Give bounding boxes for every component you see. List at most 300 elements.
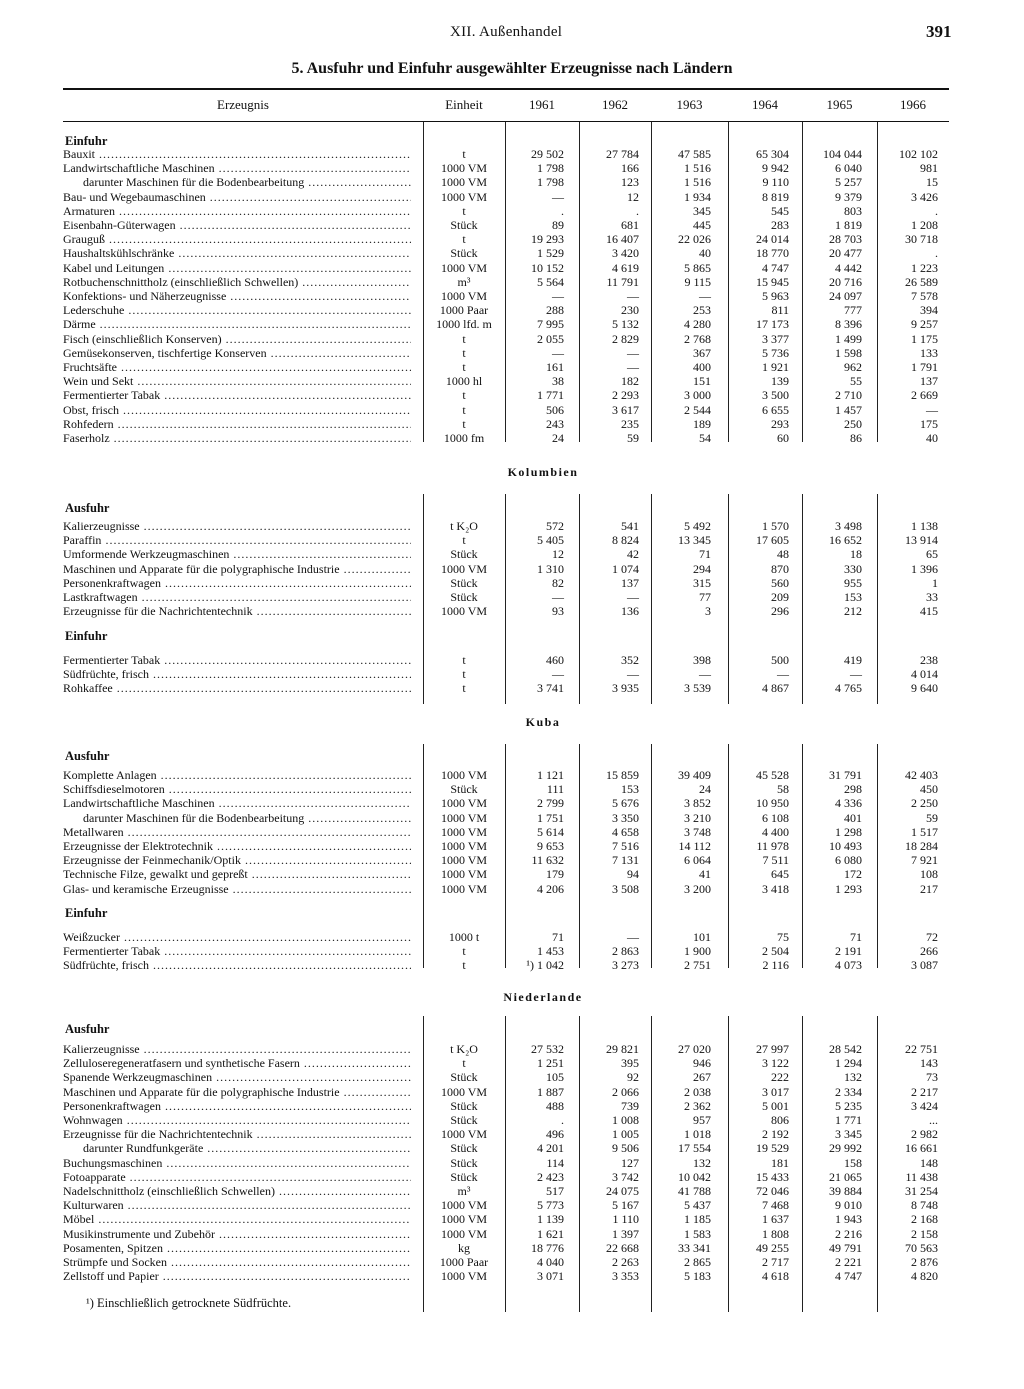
value-cell-1963: 9 115 xyxy=(684,274,711,289)
value-cell-1965: 419 xyxy=(844,653,862,667)
value-cell-1964: 3 418 xyxy=(762,881,789,896)
value-cell-1966: 266 xyxy=(920,944,938,959)
value-cell-1961: 1 621 xyxy=(537,1226,564,1241)
value-cell-1966: 2 158 xyxy=(911,1226,938,1241)
column-divider xyxy=(505,494,506,704)
value-cell-1963: 24 xyxy=(699,782,711,797)
value-cell-1965: 3 498 xyxy=(835,519,862,533)
value-cell-1963: 13 345 xyxy=(678,533,711,548)
value-cell-1963: 2 038 xyxy=(684,1084,711,1099)
table-row xyxy=(63,1156,949,1170)
unit-cell: t xyxy=(462,944,466,959)
value-cell-1961: 1 310 xyxy=(537,561,564,576)
table-row xyxy=(63,811,949,825)
product-name: Erzeugnisse für die Nachrichtentechnik ..... xyxy=(63,1127,411,1141)
table-row xyxy=(63,562,949,576)
value-cell-1963: 5 437 xyxy=(684,1198,711,1213)
table-row xyxy=(63,839,949,853)
column-divider xyxy=(423,494,424,704)
unit-cell: 1000 VM xyxy=(440,1084,488,1099)
product-name: Faserholz ..... xyxy=(63,431,411,445)
value-cell-1966: 8 748 xyxy=(911,1198,938,1213)
value-cell-1962: 8 824 xyxy=(612,533,639,548)
value-cell-1962: 94 xyxy=(627,867,639,882)
value-cell-1965: 2 191 xyxy=(835,944,862,959)
unit-cell: 1000 Paar xyxy=(439,1255,489,1269)
unit-cell: 1000 hl xyxy=(445,374,483,389)
value-cell-1963: 40 xyxy=(699,246,711,261)
unit-cell: Stück xyxy=(450,218,478,232)
value-cell-1965: 962 xyxy=(844,360,862,374)
unit-cell: m³ xyxy=(457,274,471,289)
value-cell-1964: 8 819 xyxy=(762,189,789,204)
value-cell-1966: 4 014 xyxy=(911,667,938,682)
value-cell-1965: 1 298 xyxy=(835,824,862,839)
column-header-1964: 1964 xyxy=(752,97,778,112)
value-cell-1961: 4 201 xyxy=(537,1141,564,1156)
value-cell-1964: 1 921 xyxy=(762,360,789,374)
value-cell-1966: 9 257 xyxy=(911,317,938,332)
value-cell-1964: 10 950 xyxy=(756,796,789,811)
value-cell-1964: 222 xyxy=(771,1070,789,1085)
value-cell-1964: 4 618 xyxy=(762,1269,789,1284)
column-divider xyxy=(579,494,580,704)
value-cell-1965: 29 992 xyxy=(829,1141,862,1156)
value-cell-1965: 330 xyxy=(844,561,862,576)
value-cell-1966: . xyxy=(935,203,938,218)
value-cell-1961: 4 206 xyxy=(537,881,564,896)
value-cell-1966: 1 791 xyxy=(911,360,938,374)
unit-cell: t K₂O xyxy=(450,519,478,533)
table-row xyxy=(63,533,949,547)
value-cell-1965: 1 819 xyxy=(835,218,862,232)
table-row xyxy=(63,289,949,303)
country-heading: Kolumbien xyxy=(507,465,579,479)
table-row xyxy=(63,431,949,445)
table-row xyxy=(63,519,949,533)
table-row xyxy=(63,944,949,958)
value-cell-1966: 70 563 xyxy=(905,1240,938,1255)
column-header-1963: 1963 xyxy=(676,97,703,112)
unit-cell: 1000 VM xyxy=(440,260,488,275)
value-cell-1962: 3 617 xyxy=(612,402,639,417)
value-cell-1966: 13 914 xyxy=(905,533,938,548)
value-cell-1962: 12 xyxy=(627,189,639,204)
value-cell-1965: 71 xyxy=(850,930,862,944)
value-cell-1964: 3 017 xyxy=(762,1084,789,1099)
value-cell-1962: 182 xyxy=(621,374,639,389)
column-divider xyxy=(728,494,729,704)
column-divider xyxy=(728,1016,729,1312)
value-cell-1963: 946 xyxy=(693,1056,711,1071)
value-cell-1963: 400 xyxy=(693,360,711,374)
value-cell-1965: 4 073 xyxy=(835,958,862,973)
column-header-1965: 1965 xyxy=(826,97,853,112)
product-name: Posamenten, Spitzen ..... xyxy=(63,1241,411,1255)
table-row xyxy=(63,667,949,681)
column-divider xyxy=(802,1016,803,1312)
unit-cell: 1000 VM xyxy=(440,289,488,303)
value-cell-1966: 450 xyxy=(920,782,938,797)
value-cell-1965: 21 065 xyxy=(829,1169,862,1184)
unit-cell: Stück xyxy=(450,1155,478,1170)
header-rule xyxy=(63,121,949,122)
value-cell-1965: 212 xyxy=(844,604,862,619)
product-name: Südfrüchte, frisch ..... xyxy=(63,667,411,681)
table-row xyxy=(63,388,949,402)
value-cell-1961: 19 293 xyxy=(531,232,564,247)
value-cell-1962: 230 xyxy=(621,303,639,318)
value-cell-1963: 39 409 xyxy=(678,768,711,782)
value-cell-1963: 5 865 xyxy=(684,260,711,275)
table-row xyxy=(63,360,949,374)
product-name: Bauxit ..... xyxy=(63,147,411,161)
unit-cell: kg xyxy=(458,1240,470,1255)
value-cell-1963: 14 112 xyxy=(678,839,711,853)
trade-flow-label: Ausfuhr xyxy=(65,749,110,763)
value-cell-1961: 10 152 xyxy=(531,260,564,275)
value-cell-1963: — xyxy=(699,667,711,682)
value-cell-1962: 4 619 xyxy=(612,260,639,275)
product-name: Fisch (einschließlich Konserven) ..... xyxy=(63,332,411,346)
value-cell-1964: 15 433 xyxy=(756,1169,789,1184)
value-cell-1966: 143 xyxy=(920,1056,938,1071)
value-cell-1963: 3 748 xyxy=(684,824,711,839)
table-row xyxy=(63,1127,949,1141)
value-cell-1963: 77 xyxy=(699,590,711,604)
product-name: Konfektions- und Näherzeugnisse ..... xyxy=(63,289,411,303)
value-cell-1963: 132 xyxy=(693,1155,711,1170)
unit-cell: 1000 VM xyxy=(440,867,488,882)
product-name: Wohnwagen ..... xyxy=(63,1113,411,1127)
value-cell-1965: 803 xyxy=(844,203,862,218)
unit-cell: t xyxy=(462,958,466,973)
statistics-table xyxy=(63,88,949,1312)
value-cell-1962: — xyxy=(627,667,639,682)
value-cell-1962: — xyxy=(627,289,639,303)
column-divider xyxy=(423,744,424,968)
product-name: Eisenbahn-Güterwagen ..... xyxy=(63,218,411,232)
product-name: Kulturwaren ..... xyxy=(63,1198,411,1212)
value-cell-1964: 2 192 xyxy=(762,1127,789,1142)
column-divider xyxy=(579,744,580,968)
product-name: Buchungsmaschinen ..... xyxy=(63,1156,411,1170)
column-divider xyxy=(728,122,729,442)
value-cell-1961: 93 xyxy=(552,604,564,619)
unit-cell: 1000 Paar xyxy=(439,303,489,318)
value-cell-1962: 153 xyxy=(621,782,639,797)
value-cell-1961: 243 xyxy=(546,416,564,431)
value-cell-1962: 42 xyxy=(627,547,639,562)
value-cell-1964: 2 717 xyxy=(762,1255,789,1269)
value-cell-1965: 4 336 xyxy=(835,796,862,811)
value-cell-1966: . xyxy=(935,246,938,261)
value-cell-1965: 86 xyxy=(850,431,862,445)
value-cell-1963: 367 xyxy=(693,345,711,360)
value-cell-1966: 1 223 xyxy=(911,260,938,275)
unit-cell: Stück xyxy=(450,590,478,604)
value-cell-1966: 33 xyxy=(926,590,938,604)
value-cell-1964: 806 xyxy=(771,1113,789,1127)
value-cell-1963: 71 xyxy=(699,547,711,562)
value-cell-1961: 1 887 xyxy=(537,1084,564,1099)
value-cell-1966: ... xyxy=(929,1113,938,1127)
value-cell-1966: 133 xyxy=(920,345,938,360)
table-row xyxy=(63,1099,949,1113)
table-row xyxy=(63,147,949,161)
column-divider xyxy=(802,744,803,968)
value-cell-1966: 11 438 xyxy=(905,1169,938,1184)
value-cell-1961: 71 xyxy=(552,930,564,944)
column-divider xyxy=(651,744,652,968)
value-cell-1961: 572 xyxy=(546,519,564,533)
value-cell-1961: 517 xyxy=(546,1184,564,1198)
value-cell-1962: 1 005 xyxy=(612,1127,639,1142)
value-cell-1963: 5 183 xyxy=(684,1269,711,1284)
value-cell-1962: — xyxy=(627,930,639,944)
unit-cell: Stück xyxy=(450,1169,478,1184)
value-cell-1963: 3 210 xyxy=(684,810,711,825)
product-name: Erzeugnisse der Feinmechanik/Optik ..... xyxy=(63,853,411,867)
value-cell-1961: 3 071 xyxy=(537,1269,564,1284)
product-name: Weißzucker ..... xyxy=(63,930,411,944)
value-cell-1961: — xyxy=(552,590,564,604)
product-name: darunter Maschinen für die Bodenbearbeitung ..... xyxy=(83,811,411,825)
value-cell-1961: 1 798 xyxy=(537,175,564,190)
product-name: darunter Rundfunkgeräte ..... xyxy=(83,1141,411,1155)
unit-cell: t xyxy=(462,681,466,696)
table-row xyxy=(63,1241,949,1255)
value-cell-1962: 2 293 xyxy=(612,388,639,403)
value-cell-1962: 5 676 xyxy=(612,796,639,811)
value-cell-1964: 181 xyxy=(771,1155,789,1170)
unit-cell: 1000 VM xyxy=(440,1212,488,1227)
product-name: Metallwaren ..... xyxy=(63,825,411,839)
product-name: Lederschuhe ..... xyxy=(63,303,411,317)
value-cell-1964: 139 xyxy=(771,374,789,389)
value-cell-1966: 65 xyxy=(926,547,938,562)
value-cell-1962: 395 xyxy=(621,1056,639,1071)
value-cell-1963: 398 xyxy=(693,653,711,667)
value-cell-1965: 1 293 xyxy=(835,881,862,896)
value-cell-1961: . xyxy=(561,203,564,218)
value-cell-1963: 957 xyxy=(693,1113,711,1127)
value-cell-1962: 3 935 xyxy=(612,681,639,696)
product-name: Rotbuchenschnittholz (einschließlich Schwellen) ..... xyxy=(63,275,411,289)
product-name: Erzeugnisse der Elektrotechnik ..... xyxy=(63,839,411,853)
value-cell-1961: — xyxy=(552,667,564,682)
product-name: Personenkraftwagen ..... xyxy=(63,576,411,590)
value-cell-1964: 293 xyxy=(771,416,789,431)
value-cell-1964: 4 867 xyxy=(762,681,789,696)
value-cell-1962: 1 008 xyxy=(612,1113,639,1127)
value-cell-1961: 496 xyxy=(546,1127,564,1142)
product-name: Strümpfe und Socken ..... xyxy=(63,1255,411,1269)
value-cell-1962: 2 066 xyxy=(612,1084,639,1099)
value-cell-1966: 30 718 xyxy=(905,232,938,247)
value-cell-1962: 541 xyxy=(621,519,639,533)
value-cell-1962: 3 420 xyxy=(612,246,639,261)
table-row xyxy=(63,275,949,289)
unit-cell: t xyxy=(462,533,466,548)
unit-cell: Stück xyxy=(450,547,478,562)
value-cell-1966: 72 xyxy=(926,930,938,944)
table-row xyxy=(63,246,949,260)
column-header-1961: 1961 xyxy=(529,97,555,112)
value-cell-1964: 58 xyxy=(777,782,789,797)
value-cell-1965: 20 477 xyxy=(829,246,862,261)
product-name: Fotoapparate ..... xyxy=(63,1170,411,1184)
product-name: Zelluloseregeneratfasern und synthetische Fasern ..... xyxy=(63,1056,411,1070)
value-cell-1962: 2 263 xyxy=(612,1255,639,1269)
product-name: Landwirtschaftliche Maschinen ..... xyxy=(63,796,411,810)
value-cell-1965: 5 257 xyxy=(835,175,862,190)
product-name: Musikinstrumente und Zubehör ..... xyxy=(63,1227,411,1241)
value-cell-1961: — xyxy=(552,189,564,204)
column-divider xyxy=(579,1016,580,1312)
value-cell-1965: 5 235 xyxy=(835,1098,862,1113)
value-cell-1964: 4 747 xyxy=(762,260,789,275)
value-cell-1964: 3 377 xyxy=(762,331,789,346)
value-cell-1963: 4 280 xyxy=(684,317,711,332)
value-cell-1966: 7 578 xyxy=(911,289,938,303)
value-cell-1964: 4 400 xyxy=(762,824,789,839)
value-cell-1961: — xyxy=(552,289,564,303)
value-cell-1963: 33 341 xyxy=(678,1240,711,1255)
unit-cell: 1000 VM xyxy=(440,561,488,576)
unit-cell: t xyxy=(462,667,466,682)
product-name: Grauguß ..... xyxy=(63,232,411,246)
value-cell-1966: 3 424 xyxy=(911,1098,938,1113)
value-cell-1961: 488 xyxy=(546,1098,564,1113)
unit-cell: 1000 VM xyxy=(440,796,488,811)
unit-cell: Stück xyxy=(450,1141,478,1156)
table-row xyxy=(63,1255,949,1269)
table-row xyxy=(63,681,949,695)
product-name: Paraffin ..... xyxy=(63,533,411,547)
value-cell-1966: 2 669 xyxy=(911,388,938,403)
value-cell-1962: 127 xyxy=(621,1155,639,1170)
unit-cell: 1000 VM xyxy=(440,839,488,853)
product-name: Maschinen und Apparate für die polygraphische Industrie ..... xyxy=(63,562,411,576)
value-cell-1962: 137 xyxy=(621,575,639,590)
column-divider xyxy=(802,122,803,442)
unit-cell: t xyxy=(462,147,466,161)
value-cell-1964: 9 942 xyxy=(762,161,789,176)
value-cell-1961: 82 xyxy=(552,575,564,590)
value-cell-1963: 345 xyxy=(693,203,711,218)
table-row xyxy=(63,825,949,839)
value-cell-1961: 1 798 xyxy=(537,161,564,176)
value-cell-1963: 3 539 xyxy=(684,681,711,696)
value-cell-1963: 1 018 xyxy=(684,1127,711,1142)
value-cell-1964: 60 xyxy=(777,431,789,445)
value-cell-1966: 1 208 xyxy=(911,218,938,232)
table-row xyxy=(63,1056,949,1070)
unit-cell: 1000 lfd. m xyxy=(436,317,492,332)
value-cell-1962: — xyxy=(627,590,639,604)
value-cell-1966: 102 102 xyxy=(899,147,938,161)
value-cell-1965: 49 791 xyxy=(829,1240,862,1255)
trade-flow-label: Einfuhr xyxy=(65,134,108,148)
value-cell-1961: 179 xyxy=(546,867,564,882)
value-cell-1962: 136 xyxy=(621,604,639,619)
value-cell-1966: — xyxy=(926,402,938,417)
value-cell-1965: 39 884 xyxy=(829,1184,862,1198)
unit-cell: t xyxy=(462,653,466,667)
value-cell-1963: 2 362 xyxy=(684,1098,711,1113)
value-cell-1963: 22 026 xyxy=(678,232,711,247)
value-cell-1965: 1 771 xyxy=(835,1113,862,1127)
value-cell-1965: 31 791 xyxy=(829,768,862,782)
unit-cell: 1000 VM xyxy=(440,881,488,896)
value-cell-1962: 24 075 xyxy=(606,1184,639,1198)
product-name: Zellstoff und Papier ..... xyxy=(63,1269,411,1283)
value-cell-1966: 2 217 xyxy=(911,1084,938,1099)
value-cell-1965: 9 379 xyxy=(835,189,862,204)
value-cell-1962: 7 131 xyxy=(612,853,639,868)
value-cell-1964: 9 110 xyxy=(762,175,789,190)
value-cell-1965: 3 345 xyxy=(835,1127,862,1142)
value-cell-1964: 500 xyxy=(771,653,789,667)
page-number: 391 xyxy=(926,22,952,41)
value-cell-1963: 101 xyxy=(693,930,711,944)
value-cell-1964: 7 511 xyxy=(762,853,789,868)
value-cell-1962: 1 110 xyxy=(612,1212,639,1227)
product-name: Technische Filze, gewalkt und gepreßt ..... xyxy=(63,867,411,881)
value-cell-1961: 460 xyxy=(546,653,564,667)
unit-cell: 1000 VM xyxy=(440,1269,488,1284)
value-cell-1962: 27 784 xyxy=(606,147,639,161)
value-cell-1963: 3 xyxy=(705,604,711,619)
value-cell-1965: 4 747 xyxy=(835,1269,862,1284)
value-cell-1963: 253 xyxy=(693,303,711,318)
value-cell-1962: 5 167 xyxy=(612,1198,639,1213)
value-cell-1961: 111 xyxy=(546,782,564,797)
value-cell-1966: 15 xyxy=(926,175,938,190)
table-row xyxy=(63,218,949,232)
value-cell-1962: 352 xyxy=(621,653,639,667)
value-cell-1964: 296 xyxy=(771,604,789,619)
value-cell-1965: 16 652 xyxy=(829,533,862,548)
value-cell-1963: 27 020 xyxy=(678,1042,711,1056)
value-cell-1961: 5 773 xyxy=(537,1198,564,1213)
table-row xyxy=(63,403,949,417)
product-name: Haushaltskühlschränke ..... xyxy=(63,246,411,260)
value-cell-1963: 41 788 xyxy=(678,1184,711,1198)
value-cell-1966: 1 138 xyxy=(911,519,938,533)
value-cell-1965: 401 xyxy=(844,810,862,825)
unit-cell: Stück xyxy=(450,1098,478,1113)
value-cell-1965: 132 xyxy=(844,1070,862,1085)
product-name: Obst, frisch ..... xyxy=(63,403,411,417)
value-cell-1963: 17 554 xyxy=(678,1141,711,1156)
value-cell-1962: — xyxy=(627,360,639,374)
table-row xyxy=(63,332,949,346)
value-cell-1966: 1 396 xyxy=(911,561,938,576)
value-cell-1965: 298 xyxy=(844,782,862,797)
value-cell-1964: 3 500 xyxy=(762,388,789,403)
value-cell-1966: 394 xyxy=(920,303,938,318)
table-row xyxy=(63,232,949,246)
value-cell-1966: 217 xyxy=(920,881,938,896)
value-cell-1965: 20 716 xyxy=(829,274,862,289)
value-cell-1962: — xyxy=(627,345,639,360)
value-cell-1961: 9 653 xyxy=(537,839,564,853)
table-row xyxy=(63,590,949,604)
value-cell-1963: 315 xyxy=(693,575,711,590)
value-cell-1961: 11 632 xyxy=(531,853,564,868)
